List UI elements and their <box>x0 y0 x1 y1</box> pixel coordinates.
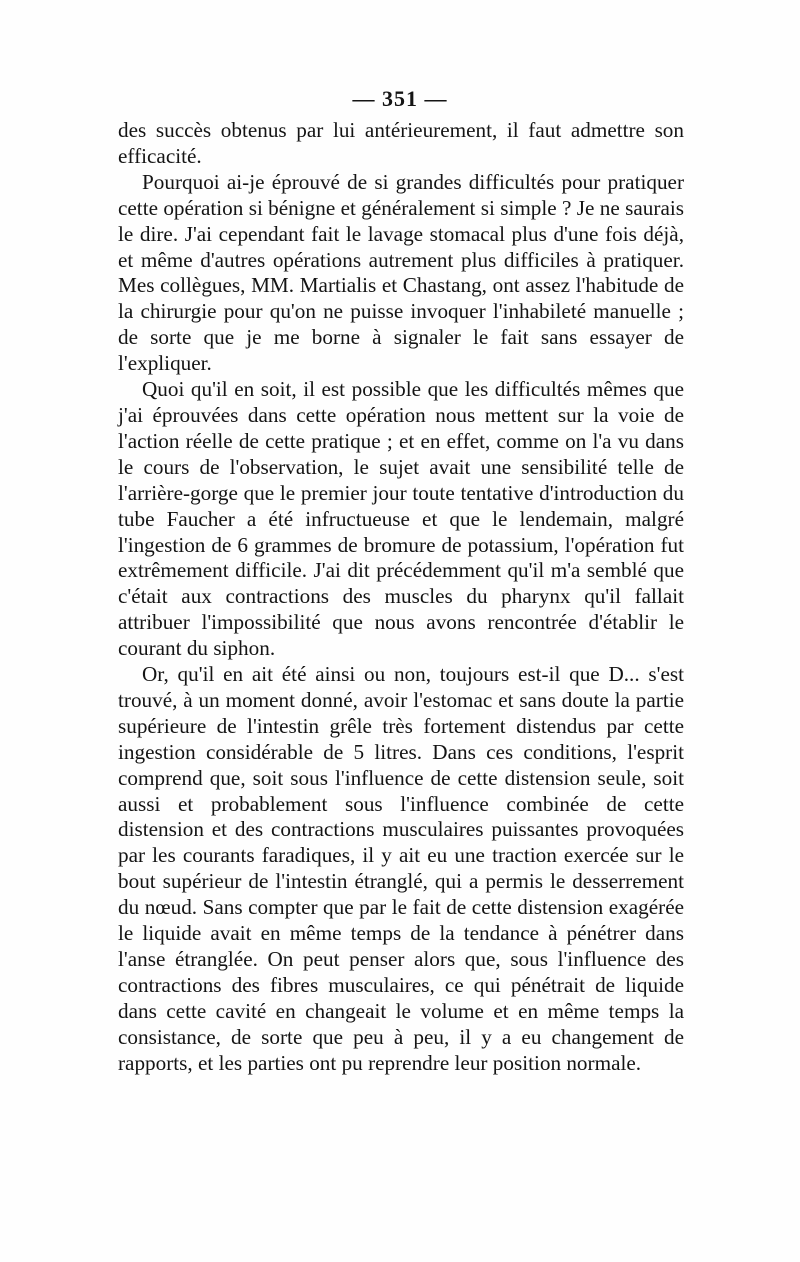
paragraph: Or, qu'il en ait été ainsi ou non, toujours est-il que D... s'est trouvé, à un moment donné, avoir l'estomac et sans doute la partie supérieure de l'intestin grêle très fortement distendus par cette ingestion considérable de 5 litres. Dans ces conditions, l'esprit comprend que, soit sous l'influence de cette distension seule, soit aussi et probablement sous l'influence combinée de cette distension et des contractions musculaires puissantes provoquées par les courants faradiques, il y ait eu une traction exercée sur le bout supérieur de l'intestin étranglé, qui a permis le desserrement du nœud. Sans compter que par le fait de cette distension exagérée le liquide avait en même temps de la tendance à pénétrer dans l'anse étranglée. On peut penser alors que, sous l'influence des contractions des fibres musculaires, ce qui pénétrait de liquide dans cette cavité en changeait le volume et en même temps la consistance, de sorte que peu à peu, il y a eu changement de rapports, et les parties ont pu reprendre leur position normale. <box>118 662 684 1075</box>
paragraph: Pourquoi ai-je éprouvé de si grandes difficultés pour pratiquer cette opération si bénigne et généralement si simple ? Je ne saurais le dire. J'ai cependant fait le lavage stomacal plus d'une fois déjà, et même d'autres opérations autrement plus difficiles à pratiquer. Mes collègues, MM. Martialis et Chastang, ont assez l'habitude de la chirurgie pour qu'on ne puisse invoquer l'inhabileté manuelle ; de sorte que je me borne à signaler le fait sans essayer de l'expliquer. <box>118 169 684 376</box>
paragraph-continuation: des succès obtenus par lui antérieurement, il faut admettre son efficacité. <box>118 118 684 168</box>
body-text <box>118 118 684 1077</box>
page-number: — 351 — <box>352 86 448 111</box>
paragraph: Quoi qu'il en soit, il est possible que les difficultés mêmes que j'ai éprouvées dans cette opération nous mettent sur la voie de l'action réelle de cette pratique ; et en effet, comme on l'a vu dans le cours de l'observation, le sujet avait une sensibilité telle de l'arrière-gorge que le premier jour toute tentative d'introduction du tube Faucher a été infructueuse et que le lendemain, malgré l'ingestion de 6 grammes de bromure de potassium, l'opération fut extrêmement difficile. J'ai dit précédemment qu'il m'a semblé que c'était aux contractions des muscles du pharynx qu'il fallait attribuer l'impossibilité que nous avons rencontrée d'établir le courant du siphon. <box>118 377 684 661</box>
